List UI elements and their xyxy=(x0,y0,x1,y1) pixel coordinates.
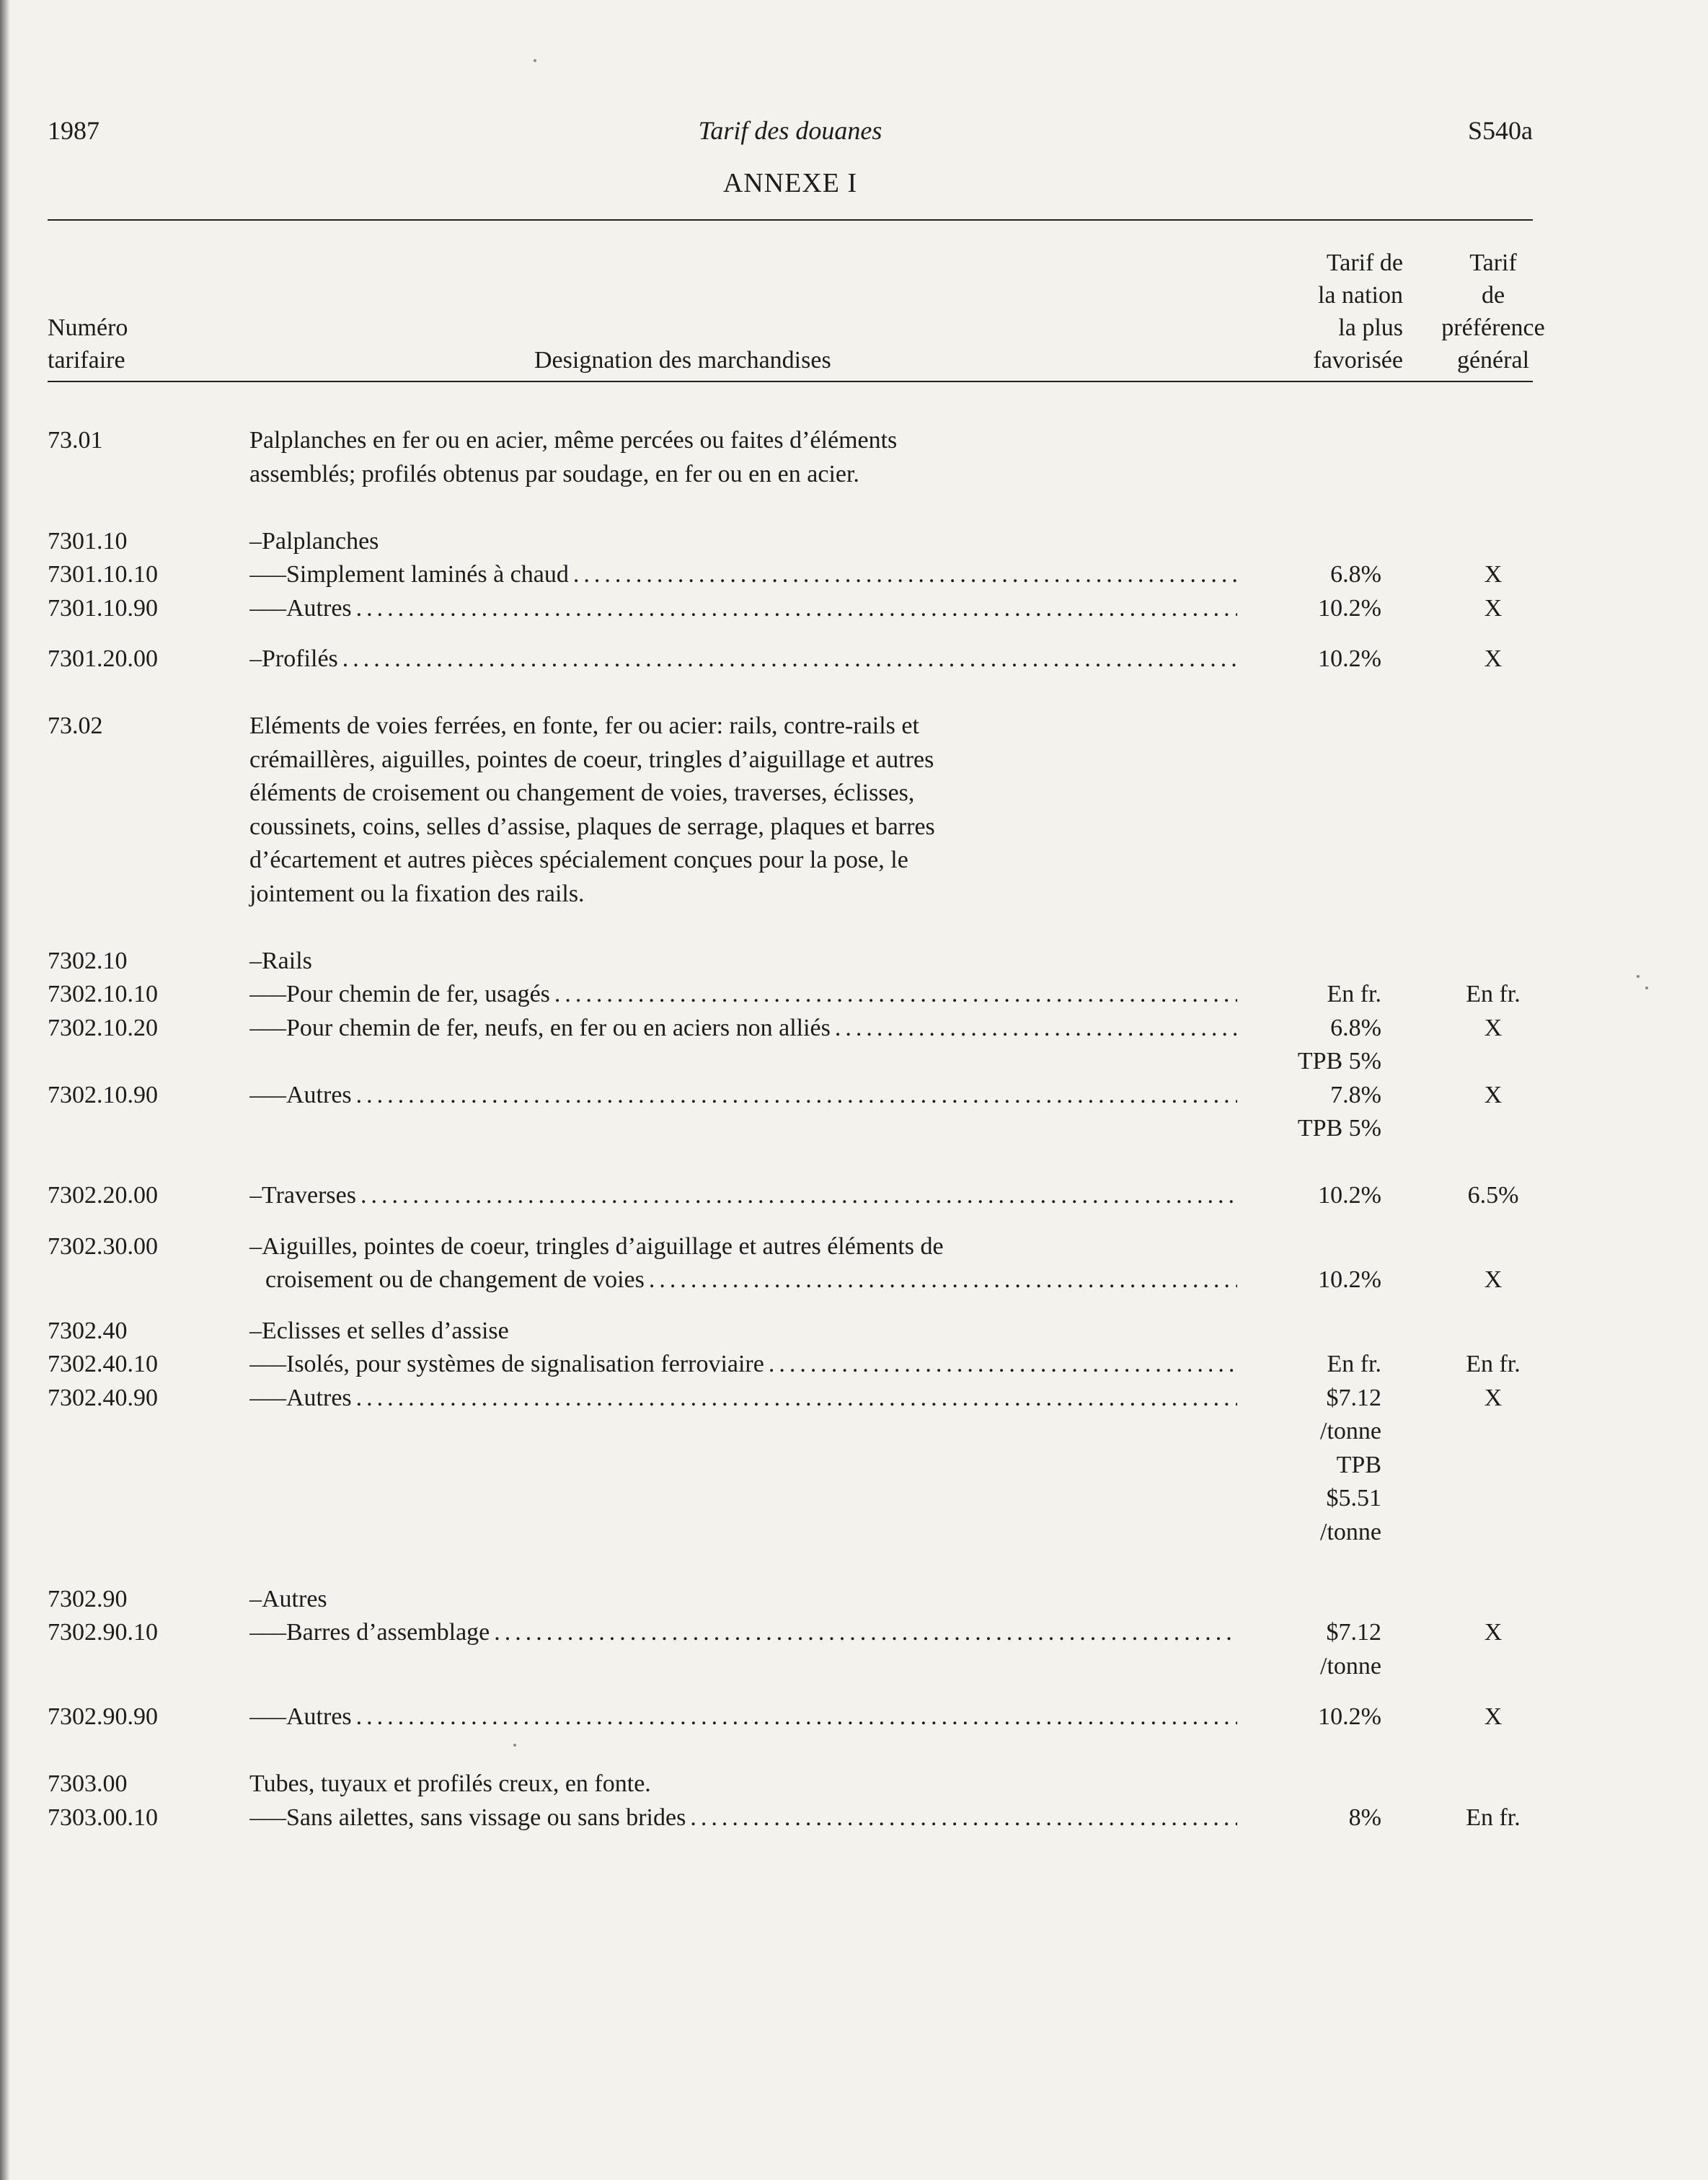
tariff-number: 73.01 xyxy=(48,427,103,454)
goods-description xyxy=(249,1012,1237,1046)
goods-description xyxy=(249,558,1237,592)
description-line: –––Barres d’assemblage xyxy=(249,1619,490,1646)
goods-description xyxy=(249,1768,1223,1801)
tariff-number: 7303.00.10 xyxy=(48,1804,158,1831)
gpt-rate: X xyxy=(1484,1384,1503,1411)
mfn-rate xyxy=(1223,1382,1381,1550)
description-line: –––Autres xyxy=(249,594,352,622)
mfn-rate-line: 7.8% xyxy=(1330,1081,1381,1108)
leader-dots xyxy=(356,592,1237,626)
table-row xyxy=(48,525,1533,559)
gpt-rate: X xyxy=(1484,1266,1503,1293)
goods-description xyxy=(249,1315,1237,1349)
mfn-rate xyxy=(1223,1700,1381,1734)
table-row xyxy=(48,1768,1533,1801)
mfn-rate xyxy=(1223,978,1381,1012)
leader-dots xyxy=(554,978,1237,1012)
mfn-rate-line: 8% xyxy=(1348,1804,1381,1831)
leader-dots xyxy=(573,558,1237,592)
description-line: crémaillères, aiguilles, pointes de coeur, tringles d’aiguillage et autres xyxy=(249,746,934,773)
leader-dots xyxy=(360,1179,1237,1213)
mfn-rate xyxy=(1223,1179,1381,1213)
mfn-rate xyxy=(1223,643,1381,676)
leader-dots xyxy=(690,1801,1237,1835)
gpt-rate: En fr. xyxy=(1466,1804,1521,1831)
goods-description xyxy=(249,1616,1237,1650)
tariff-number: 7302.10.10 xyxy=(48,981,158,1007)
description-line: –––Isolés, pour systèmes de signalisation ferroviaire xyxy=(249,1351,764,1377)
col-head-mfn: Tarif de la nation la plus favorisée xyxy=(1313,250,1403,374)
mfn-rate-line: $7.12 xyxy=(1326,1384,1381,1411)
tariff-number: 7302.10 xyxy=(48,947,128,974)
leader-dots xyxy=(356,1382,1237,1416)
document-page xyxy=(48,115,1545,1835)
leader-dots xyxy=(835,1012,1237,1046)
description-line: –––Autres xyxy=(249,1081,352,1108)
table-row xyxy=(48,710,1533,911)
tariff-number: 7301.10.90 xyxy=(48,594,158,622)
table-row xyxy=(48,592,1533,626)
mfn-rate-line: /tonne xyxy=(1320,1652,1381,1680)
goods-description xyxy=(249,1230,1237,1297)
column-headers xyxy=(48,221,1545,381)
goods-description xyxy=(249,592,1237,626)
mfn-rate xyxy=(1223,592,1381,626)
tariff-number: 73.02 xyxy=(48,712,103,739)
mfn-rate-line: TPB xyxy=(1336,1451,1381,1478)
table-row xyxy=(48,1616,1533,1683)
gpt-rate: En fr. xyxy=(1466,981,1521,1007)
leader-dots xyxy=(356,1700,1237,1734)
mfn-rate-line: 10.2% xyxy=(1318,594,1381,622)
table-row xyxy=(48,1700,1533,1734)
gpt-rate: X xyxy=(1484,645,1503,672)
goods-description xyxy=(249,424,1223,491)
tariff-number: 7301.10.10 xyxy=(48,561,158,588)
goods-description xyxy=(249,945,1237,979)
description-line: jointement ou la fixation des rails. xyxy=(249,880,585,907)
mfn-rate-line: En fr. xyxy=(1327,1351,1381,1377)
table-row xyxy=(48,1382,1533,1550)
table-row xyxy=(48,1079,1533,1146)
description-line: Tubes, tuyaux et profilés creux, en fonte. xyxy=(249,1770,651,1797)
description-line: –––Sans ailettes, sans vissage ou sans brides xyxy=(249,1804,686,1831)
goods-description xyxy=(249,978,1237,1012)
mfn-rate xyxy=(1223,1079,1381,1146)
table-row xyxy=(48,643,1533,676)
mfn-rate xyxy=(1223,1348,1381,1382)
leader-dots xyxy=(356,1079,1237,1113)
goods-description xyxy=(249,1348,1237,1382)
paper-speck xyxy=(534,59,536,62)
mfn-rate-line: 10.2% xyxy=(1318,1182,1381,1209)
mfn-rate-line: TPB 5% xyxy=(1297,1115,1381,1142)
tariff-number: 7302.90 xyxy=(48,1585,128,1612)
tariff-number: 7302.90.10 xyxy=(48,1619,158,1646)
leader-dots xyxy=(342,643,1237,676)
goods-description xyxy=(249,1382,1237,1416)
header-title: Tarif des douanes xyxy=(698,116,882,145)
mfn-rate-line: 10.2% xyxy=(1318,1703,1381,1730)
mfn-rate xyxy=(1223,1012,1381,1079)
description-line: –––Pour chemin de fer, usagés xyxy=(249,981,550,1007)
table-row xyxy=(48,1230,1533,1297)
description-line: –––Pour chemin de fer, neufs, en fer ou en aciers non alliés xyxy=(249,1014,831,1041)
paper-speck xyxy=(1645,987,1648,989)
mfn-rate xyxy=(1223,1801,1381,1835)
description-line: –––Simplement laminés à chaud xyxy=(249,561,569,588)
goods-description xyxy=(249,1079,1237,1113)
description-line: –Autres xyxy=(249,1585,327,1612)
goods-description xyxy=(249,1700,1237,1734)
mfn-rate-line: $7.12 xyxy=(1326,1619,1381,1646)
description-line: –Profilés xyxy=(249,645,338,672)
mfn-rate-line: 10.2% xyxy=(1318,645,1381,672)
gpt-rate: X xyxy=(1484,594,1503,622)
mfn-rate-line: /tonne xyxy=(1320,1418,1381,1444)
mfn-rate xyxy=(1223,1616,1381,1683)
table-row xyxy=(48,1801,1533,1835)
running-header xyxy=(48,115,1533,159)
leader-dots xyxy=(769,1348,1237,1382)
header-code: S540a xyxy=(1468,116,1533,145)
mfn-rate-line: En fr. xyxy=(1327,981,1381,1007)
goods-description xyxy=(249,1801,1237,1835)
goods-description xyxy=(249,710,1223,911)
mfn-rate-line: 6.8% xyxy=(1330,1014,1381,1041)
mfn-rate-line: 6.8% xyxy=(1330,561,1381,588)
annex-title: ANNEXE I xyxy=(722,168,858,198)
tariff-table xyxy=(48,424,1533,1835)
table-row xyxy=(48,1179,1533,1213)
description-line: Palplanches en fer ou en acier, même percées ou faites d’éléments xyxy=(249,427,898,454)
description-line: –Eclisses et selles d’assise xyxy=(249,1317,509,1344)
gpt-rate: X xyxy=(1484,561,1503,588)
table-row xyxy=(48,945,1533,979)
tariff-number: 7302.40.10 xyxy=(48,1351,158,1377)
table-row xyxy=(48,1315,1533,1349)
description-line: éléments de croisement ou changement de voies, traverses, éclisses, xyxy=(249,780,915,806)
tariff-number: 7302.40 xyxy=(48,1317,128,1344)
tariff-number: 7302.10.90 xyxy=(48,1081,158,1108)
tariff-number: 7303.00 xyxy=(48,1770,128,1797)
table-row xyxy=(48,424,1533,491)
tariff-number: 7301.10 xyxy=(48,527,128,555)
table-row xyxy=(48,1012,1533,1079)
tariff-number: 7302.40.90 xyxy=(48,1384,158,1411)
gpt-rate: X xyxy=(1484,1619,1503,1646)
tariff-number: 7302.20.00 xyxy=(48,1182,158,1209)
description-line: assemblés; profilés obtenus par soudage, en fer ou en en acier. xyxy=(249,460,859,487)
goods-description xyxy=(249,1179,1237,1213)
mfn-rate-line: 10.2% xyxy=(1318,1266,1381,1293)
description-line: –Palplanches xyxy=(249,527,379,555)
mfn-rate xyxy=(1223,1263,1381,1297)
description-line: –Aiguilles, pointes de coeur, tringles d’aiguillage et autres éléments de xyxy=(249,1232,944,1260)
description-line: d’écartement et autres pièces spécialement conçues pour la pose, le xyxy=(249,847,908,873)
gpt-rate: X xyxy=(1484,1703,1503,1730)
table-row xyxy=(48,1583,1533,1617)
mfn-rate-line: TPB 5% xyxy=(1297,1048,1381,1074)
tariff-number: 7302.30.00 xyxy=(48,1232,158,1260)
goods-description xyxy=(249,525,1237,559)
header-year: 1987 xyxy=(48,116,99,145)
col-head-description: Designation des marchandises xyxy=(534,347,831,374)
leader-dots xyxy=(494,1616,1237,1650)
col-head-gpt: Tarif de préférence général xyxy=(1441,250,1545,374)
description-line: Eléments de voies ferrées, en fonte, fer ou acier: rails, contre-rails et xyxy=(249,712,919,739)
description-line: –––Autres xyxy=(249,1703,352,1730)
description-line: –––Autres xyxy=(249,1384,352,1411)
description-line: coussinets, coins, selles d’assise, plaques de serrage, plaques et barres xyxy=(249,813,935,840)
goods-description xyxy=(249,643,1237,676)
mfn-rate-line: $5.51 xyxy=(1326,1485,1381,1512)
paper-speck xyxy=(513,1744,516,1747)
tariff-number: 7302.10.20 xyxy=(48,1014,158,1041)
col-head-number: Numéro tarifaire xyxy=(48,314,128,374)
binding-edge xyxy=(0,0,10,2180)
gpt-rate: X xyxy=(1484,1014,1503,1041)
leader-dots xyxy=(649,1263,1237,1297)
tariff-number: 7302.90.90 xyxy=(48,1703,158,1730)
description-line: –Rails xyxy=(249,947,312,974)
mfn-rate xyxy=(1223,558,1381,592)
gpt-rate: 6.5% xyxy=(1467,1182,1519,1209)
description-line: –Traverses xyxy=(249,1182,356,1209)
table-header-rule xyxy=(48,381,1533,382)
gpt-rate: X xyxy=(1484,1081,1503,1108)
table-row xyxy=(48,1348,1533,1382)
paper-speck xyxy=(1637,975,1640,978)
mfn-rate-line: /tonne xyxy=(1320,1518,1381,1545)
table-row xyxy=(48,978,1533,1012)
description-line: croisement ou de changement de voies xyxy=(265,1266,645,1293)
gpt-rate: En fr. xyxy=(1466,1351,1521,1377)
goods-description xyxy=(249,1583,1237,1617)
table-row xyxy=(48,558,1533,592)
tariff-number: 7301.20.00 xyxy=(48,645,158,672)
